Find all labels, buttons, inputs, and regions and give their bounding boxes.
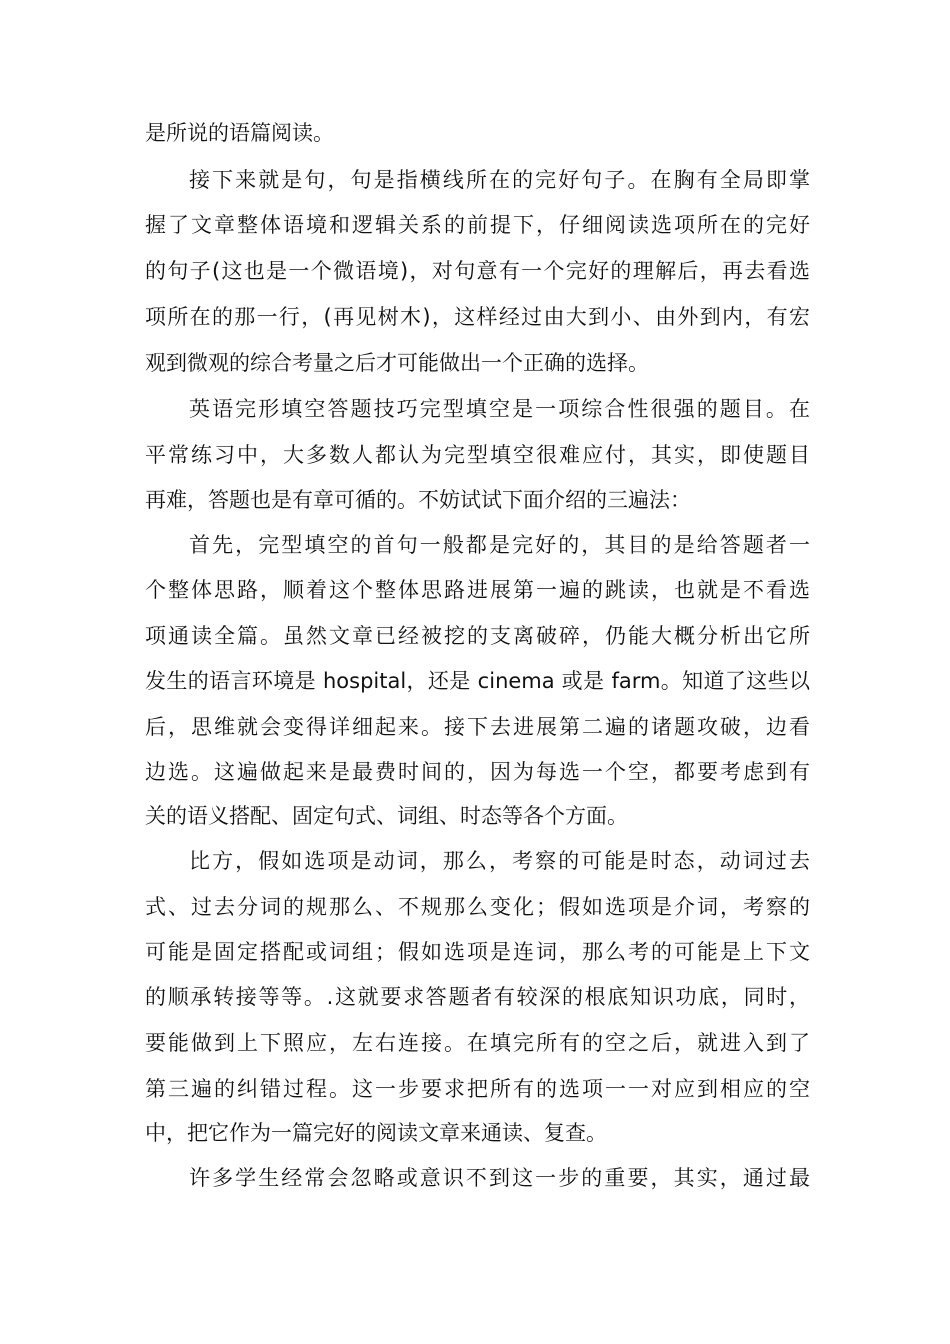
paragraph-first-line: 英语完形填空答题技巧完型填空是一项综合性很强的题目。在 bbox=[189, 397, 810, 421]
text-line: 项通读全篇。虽然文章已经被挖的支离破碎，仍能大概分析出它所 bbox=[145, 624, 810, 648]
paragraph-first-line: 接下来就是句，句是指横线所在的完好句子。在胸有全局即掌 bbox=[189, 168, 810, 192]
text-line: 个整体思路，顺着这个整体思路进展第一遍的跳读，也就是不看选 bbox=[145, 578, 810, 602]
text-line: 项所在的那一行，(再见树木)，这样经过由大到小、由外到内，有宏 bbox=[145, 305, 810, 329]
paragraph-first-line: 许多学生经常会忽略或意识不到这一步的重要，其实，通过最 bbox=[189, 1166, 810, 1190]
text-line: 边选。这遍做起来是最费时间的，因为每选一个空，都要考虑到有 bbox=[145, 760, 810, 784]
text-line: 式、过去分词的规那么、不规那么变化；假如选项是介词，考察的 bbox=[145, 895, 810, 919]
text-line: 关的语义搭配、固定句式、词组、时态等各个方面。 bbox=[145, 804, 628, 828]
paragraph-first-line: 比方，假如选项是动词，那么，考察的可能是时态，动词过去 bbox=[189, 849, 810, 873]
text-line: 后，思维就会变得详细起来。接下去进展第二遍的诸题攻破，边看 bbox=[145, 715, 810, 739]
text-line: 发生的语言环境是 hospital，还是 cinema 或是 farm。知道了这些以 bbox=[145, 669, 810, 693]
text-line: 可能是固定搭配或词组；假如选项是连词，那么考的可能是上下文 bbox=[145, 940, 810, 964]
text-line: 是所说的语篇阅读。 bbox=[145, 121, 334, 145]
text-line: 再难，答题也是有章可循的。不妨试试下面介绍的三遍法： bbox=[145, 488, 691, 512]
text-line: 要能做到上下照应，左右连接。在填完所有的空之后，就进入到了 bbox=[145, 1031, 810, 1055]
text-line: 观到微观的综合考量之后才可能做出一个正确的选择。 bbox=[145, 351, 649, 375]
text-line: 中，把它作为一篇完好的阅读文章来通读、复查。 bbox=[145, 1121, 607, 1145]
text-line: 第三遍的纠错过程。这一步要求把所有的选项一一对应到相应的空 bbox=[145, 1077, 810, 1101]
paragraph-first-line: 首先，完型填空的首句一般都是完好的，其目的是给答题者一 bbox=[189, 533, 810, 557]
text-line: 握了文章整体语境和逻辑关系的前提下，仔细阅读选项所在的完好 bbox=[145, 213, 810, 237]
text-line: 平常练习中，大多数人都认为完型填空很难应付，其实，即使题目 bbox=[145, 443, 810, 467]
text-line: 的句子(这也是一个微语境)，对句意有一个完好的理解后，再去看选 bbox=[145, 259, 810, 283]
text-line: 的顺承转接等等。.这就要求答题者有较深的根底知识功底，同时， bbox=[145, 985, 810, 1009]
